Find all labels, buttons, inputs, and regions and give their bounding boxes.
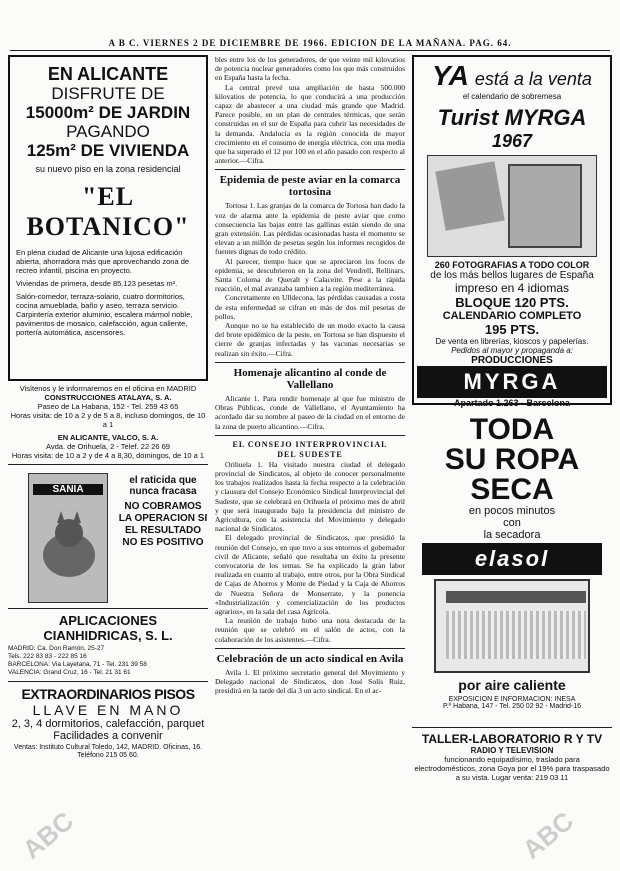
ad-line: DISFRUTE DE bbox=[51, 84, 165, 103]
ad-line: 260 FOTOGRAFIAS A TODO COLOR bbox=[434, 260, 590, 270]
ad-line: 2, 3, 4 dormitorios, calefacción, parquet bbox=[11, 718, 205, 730]
ad-headline: "EL BOTANICO" bbox=[26, 182, 190, 241]
ad-line: impreso en 4 idiomas bbox=[454, 281, 570, 295]
divider bbox=[215, 648, 405, 649]
ad-visits bbox=[8, 384, 208, 460]
article-headline: Homenaje alicantino al conde de Vallellano bbox=[233, 366, 387, 391]
ad-line: Apartado 1.263 - Barcelona bbox=[453, 398, 571, 408]
divider bbox=[8, 681, 208, 682]
ad-el-botanico bbox=[8, 55, 208, 381]
divider bbox=[215, 362, 405, 363]
myrga-logo: Turist MYRGA bbox=[437, 105, 587, 130]
ad-paragraph: Salón-comedor, terraza-solario, cuatro dormitorios, cocina amueblada, baño y aseo, terraza servicio. Carpintería exterior aluminio, escalera mármol noble, pavimentos de mosaico, calefacción, agua caliente, portería automática, ascensores. bbox=[16, 292, 193, 337]
watermark: ABC bbox=[16, 805, 80, 865]
article-headline: Epidemia de peste aviar en la comarca tortosina bbox=[219, 174, 401, 199]
ad-line: Facilidades a convenir bbox=[53, 730, 163, 742]
ad-line: EN ALICANTE bbox=[47, 64, 169, 84]
ad-line: EXPOSICION E INFORMACION: INESA bbox=[448, 696, 576, 703]
ad-line: PRODUCCIONES bbox=[471, 355, 553, 366]
divider bbox=[412, 727, 612, 728]
column-right bbox=[412, 55, 612, 863]
ad-taller bbox=[412, 732, 612, 782]
ad-line: de los más bellos lugares de España bbox=[430, 270, 594, 281]
ad-secadora bbox=[412, 413, 612, 723]
ad-myrga-calendar bbox=[412, 55, 612, 408]
brand-logo: elasol bbox=[422, 543, 602, 575]
article-paragraph: Alicante 1. Para rendir homenaje al que fue ministro de Obras Públicas, conde de Vallellano, el Ayuntamiento ha acordado dar su nombre al paseo de la ciudad en el entorno de la zona de puerto alicantino.—Cifra. bbox=[215, 393, 405, 431]
ad-line: 1967 bbox=[491, 131, 533, 151]
article-subheadline: DEL SUDESTE bbox=[277, 449, 343, 459]
watermark: ABC bbox=[516, 805, 580, 865]
article-subheadline: EL CONSEJO INTERPROVINCIAL bbox=[232, 439, 388, 449]
ad-line: NO COBRAMOS LA OPERACION SI EL RESULTADO NO ES POSITIVO bbox=[118, 501, 208, 548]
ad-line: APLICACIONES bbox=[58, 613, 158, 628]
ad-headline: TALLER-LABORATORIO R Y TV bbox=[421, 732, 603, 746]
ad-aplicaciones bbox=[8, 613, 208, 677]
visit-line: Horas visita: de 10 a 2 y de 4 a 8,30, domingos, de 10 a 1 bbox=[11, 451, 205, 460]
divider bbox=[215, 435, 405, 436]
page-header: A B C. VIERNES 2 DE DICIEMBRE DE 1966. EDICION DE LA MAÑANA. PAG. 64. bbox=[10, 38, 610, 51]
visit-line: Visítenos y le informaremos en el oficina en MADRID bbox=[19, 384, 197, 393]
address-line: Tels. 222 83 83 - 222 85 16 bbox=[8, 653, 87, 660]
article-paragraph: Aunque no se ha establecido de un modo exacto la causa del brote epidémico de la peste, en Tortosa se han dispuesto el cierre de granjas infectadas y las vacunas necesarias se realizan sin éxito.—Cifra. bbox=[215, 321, 405, 358]
ad-line: por aire caliente bbox=[458, 677, 566, 693]
ad-line: 125m² DE VIVIENDA bbox=[26, 141, 190, 160]
ad-line: P.º Habana, 147 - Tel. 250 02 92 - Madrid-16 bbox=[442, 703, 582, 710]
article-paragraph: El delegado provincial de Sindicatos, que presidió la reunión del Consejo, en que tuvo a sus entornos el gobernador civil de Alicante, señaló que resultaba un éxito la presente convocatoria de los temas. Se ha explicado la gran labor realizada en cuanto al trabajo, entre otros, por la Obra Sindical de Cajas de Ahorros y Monte de Piedad y la Caja de Ahorros de Nuestra Señora de Monserrate, y la ponencia «Industrialización y comercialización de los productos agrarios», en la sala del casa Agrícola. bbox=[215, 533, 405, 616]
article-paragraph: Al parecer, tiempo hace que se apreciaron los focos de epidemia, se descubrieron en la zona del Vendrell, Rellinars, Santa Coloma de Queralt y Calaceite. Pese a la rápida reacción, el mal avanzaba tambien a la región mediterránea. bbox=[215, 256, 405, 294]
ad-line: BLOQUE 120 PTS. bbox=[455, 295, 569, 310]
visit-line: Avda. de Orihuela, 2 - Telef. 22 26 69 bbox=[46, 442, 170, 451]
ad-line: su nuevo piso en la zona residencial bbox=[35, 164, 181, 174]
visit-line: Horas visita: de 10 a 2 y de 5 a 8, incluso domingos, de 10 a 1 bbox=[10, 411, 206, 429]
article-headline: Celebración de un acto sindical en Avila bbox=[216, 652, 404, 665]
ad-line: Ventas: Instituto Cultural Toledo, 142, MADRID. Oficinas, 16. Teléfono 215 05 60. bbox=[13, 744, 203, 759]
address-line: VALENCIA: Grand Cruz, 16 - Tel. 21 31 61 bbox=[8, 669, 131, 676]
article-paragraph: La central prevé una ampliación de hasta 500.000 kilovatios de potencia, lo que conducirá a una producción capaz de abastecer a una ciudad más grande que Madrid. Parece posible, en un plan de centrales térmicas, que serán construidas en el sur de España para cubrir las necesidades de la demanda. Andalucía es la región conocida de mayor crecimiento en el consumo de energía eléctrica, con una media que ha superado el 12 por 100 en el año pasado con respecto al anterior.—Cifra. bbox=[215, 82, 405, 166]
address-line: MADRID: Ca. Don Ramón, 25-27 bbox=[8, 645, 105, 652]
divider bbox=[215, 169, 405, 170]
myrga-banner: MYRGA bbox=[417, 366, 607, 398]
divider bbox=[8, 608, 208, 609]
ad-line: CALENDARIO COMPLETO bbox=[442, 310, 582, 322]
article-paragraph: Concretamente en Ulldecona, las pérdidas causadas a costa de esta enfermedad se cifran en más de dos mil pesetas de pollos. bbox=[215, 293, 405, 321]
column-left bbox=[8, 55, 208, 863]
ad-line: el raticida que nunca fracasa bbox=[129, 475, 197, 497]
ad-line: RADIO Y TELEVISION bbox=[470, 746, 554, 755]
ad-line: Pedidos al mayor y propaganda a: bbox=[451, 346, 573, 355]
article-paragraph: bles entre los de los generadores, de que veinte mil kilovatios de potencia nuclear generadores como los que más construidos en España hasta la fecha. bbox=[215, 55, 405, 83]
dryer-image bbox=[434, 579, 590, 673]
ad-line: De venta en librerías, kioscos y papelerías. bbox=[435, 337, 589, 346]
product-box-image bbox=[28, 473, 108, 603]
ad-line: funcionando equipadísimo, traslado para electrodomésticos, zona Goya por el 19% para traspasado a su vista. Lugar venta: 219 03 11 bbox=[414, 755, 610, 782]
ya-logo: YA bbox=[432, 60, 469, 91]
ad-line: 195 PTS. bbox=[484, 322, 540, 337]
ad-line: en pocos minutos bbox=[468, 505, 556, 517]
divider bbox=[8, 464, 208, 465]
ad-pisos bbox=[8, 686, 208, 760]
ad-headline: SECA bbox=[470, 473, 554, 506]
ad-line: PAGANDO bbox=[66, 122, 150, 141]
cat-illustration-icon bbox=[29, 505, 107, 585]
visit-line: CONSTRUCCIONES ATALAYA, S. A. bbox=[44, 393, 172, 402]
ad-raticida bbox=[8, 469, 208, 604]
calendar-image bbox=[427, 155, 597, 257]
ad-paragraph: En plena ciudad de Alicante una lujosa edificación abierta, ahorradora más que aprovechando zona de recreo infantil, piscina en proyecto. bbox=[16, 248, 190, 275]
ad-line: EXTRAORDINARIOS PISOS bbox=[21, 686, 195, 702]
ad-line: CIANHIDRICAS, S. L. bbox=[43, 628, 173, 643]
article-paragraph: La reunión de trabajo hubo una nota destacada de la reunión que se celebró en el salón de actos, con la colaboración de los asistentes.—Cifra. bbox=[215, 616, 405, 644]
ad-headline: SU ROPA bbox=[444, 443, 580, 476]
article-paragraph: Avila 1. El próximo secretario general del Movimiento y Delegado nacional de Sindicatos, don José Solís Ruiz, presidirá en la tarde del día 3 un acto sindical. En el ac- bbox=[215, 667, 405, 696]
ad-headline: TODA bbox=[469, 413, 555, 446]
address-line: BARCELONA: Via Layetana, 71 - Tel. 231 39 58 bbox=[8, 661, 147, 668]
article-paragraph: Orihuela 1. Ha visitado nuestra ciudad el delegado provincial de Sindicatos, al objeto de conocer personalmente los trabajos realizados hasta la fecha respecto a la celebración y clausura del Consejo Económico Sindical Interprovincial del Sudeste, que se celebrará en Orihuela el próximo mes de abril y que será inaugurado bajo la presidencia del ministro de Agricultura, con la asistencia del Movimiento y delegado nacional de Sindicatos. bbox=[215, 459, 405, 534]
product-label: SANIA bbox=[33, 484, 103, 495]
ad-line: está a la venta bbox=[474, 69, 592, 89]
ad-line: LLAVE EN MANO bbox=[32, 702, 184, 718]
ad-line: el calendario de sobremesa bbox=[462, 92, 562, 101]
ad-line: la secadora bbox=[483, 529, 541, 541]
visit-line: EN ALICANTE, VALCO, S. A. bbox=[57, 433, 159, 442]
ad-line: con bbox=[503, 517, 521, 529]
visit-line: Paseo de La Habana, 152 - Tel. 259 43 65 bbox=[37, 402, 179, 411]
ad-paragraph: Viviendas de primera, desde 85.123 pesetas m². bbox=[16, 279, 178, 288]
column-middle bbox=[215, 55, 405, 863]
article-paragraph: Tortosa 1. Las granjas de la comarca de Tortosa han dado la voz de alarma ante la epidemia de peste aviar que como consecuencia las bajas entre las gallinas están siendo de una gran extensión. Las pérdidas ocasionadas hasta el momento se elevan a un millón de pesetas según los informes recogidos de fuentes dignas de todo crédito. bbox=[215, 201, 405, 257]
ad-line: 15000m² DE JARDIN bbox=[25, 103, 191, 122]
